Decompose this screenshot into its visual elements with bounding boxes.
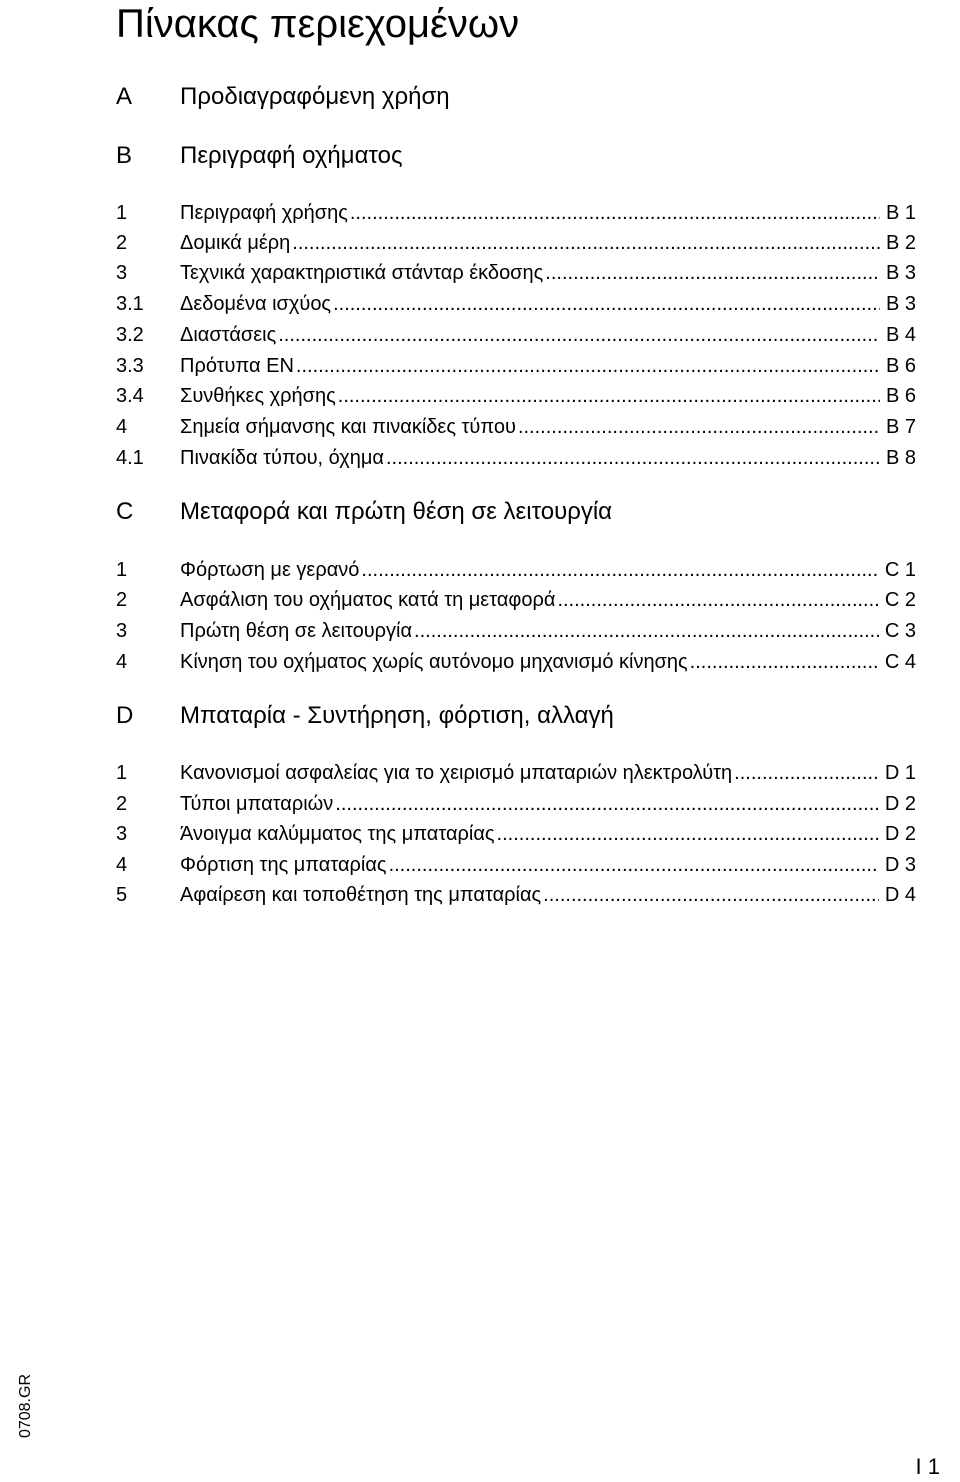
entry-number: 2 <box>116 232 128 254</box>
entry-number: 3 <box>116 823 128 845</box>
entry-number: 3 <box>116 620 128 642</box>
dot-leader <box>333 291 880 317</box>
dot-leader <box>734 760 879 786</box>
entry-page: D 3 <box>884 854 916 876</box>
entry-title: Ασφάλιση του οχήματος κατά τη μεταφορά <box>180 589 556 611</box>
toc-entry[interactable] <box>116 649 916 675</box>
page-title: Πίνακας περιεχομένων <box>116 2 520 46</box>
section-heading-c <box>116 496 916 528</box>
page-number: I 1 <box>915 1454 940 1479</box>
entry-title: Τύποι μπαταριών <box>180 793 334 815</box>
entry-number: 3 <box>116 262 128 284</box>
entry-page: B 8 <box>885 447 916 469</box>
entry-title: Συνθήκες χρήσης <box>180 385 336 407</box>
entry-number: 1 <box>116 559 128 581</box>
dot-leader <box>386 445 880 471</box>
toc-entry[interactable] <box>116 200 916 226</box>
section-title: Μπαταρία - Συντήρηση, φόρτιση, αλλαγή <box>180 702 614 729</box>
entry-page: D 1 <box>884 762 916 784</box>
dot-leader <box>361 557 878 583</box>
entry-page: B 6 <box>885 385 916 407</box>
entry-page: B 3 <box>885 262 916 284</box>
toc-entry[interactable] <box>116 353 916 379</box>
entry-page: D 2 <box>884 793 916 815</box>
entry-page: B 3 <box>885 293 916 315</box>
entry-number: 4 <box>116 416 128 438</box>
section-title: Μεταφορά και πρώτη θέση σε λειτουργία <box>180 498 613 525</box>
entry-title: Φόρτιση της μπαταρίας <box>180 854 387 876</box>
entry-number: 4.1 <box>116 447 144 469</box>
dot-leader <box>296 353 880 379</box>
toc-entry[interactable] <box>116 445 916 471</box>
section-letter: B <box>116 142 133 169</box>
section-letter: D <box>116 702 134 729</box>
dot-leader <box>350 200 880 226</box>
toc-entry[interactable] <box>116 260 916 286</box>
toc-entry[interactable] <box>116 791 916 817</box>
dot-leader <box>557 587 878 613</box>
entry-page: B 4 <box>885 324 916 346</box>
toc-entry[interactable] <box>116 821 916 847</box>
entry-page: C 1 <box>884 559 916 581</box>
entry-number: 3.4 <box>116 385 144 407</box>
toc-entry[interactable] <box>116 618 916 644</box>
entry-title: Πρότυπα EN <box>180 355 294 377</box>
entry-number: 3.3 <box>116 355 144 377</box>
entry-title: Δομικά μέρη <box>180 232 291 254</box>
entry-title: Τεχνικά χαρακτηριστικά στάνταρ έκδοσης <box>180 262 544 284</box>
section-letter: C <box>116 498 134 525</box>
dot-leader <box>292 230 880 256</box>
dot-leader <box>545 260 880 286</box>
toc-entry[interactable] <box>116 587 916 613</box>
entry-page: C 3 <box>884 620 916 642</box>
dot-leader <box>414 618 879 644</box>
entry-page: D 2 <box>884 823 916 845</box>
section-heading-a <box>116 81 916 113</box>
dot-leader <box>278 322 880 348</box>
toc-entry[interactable] <box>116 322 916 348</box>
dot-leader <box>497 821 879 847</box>
entry-page: B 1 <box>885 202 916 224</box>
entry-page: C 2 <box>884 589 916 611</box>
document-code: 0708.GR <box>17 1373 34 1439</box>
entry-title: Αφαίρεση και τοποθέτηση της μπαταρίας <box>180 884 542 906</box>
entry-number: 4 <box>116 651 128 673</box>
dot-leader <box>543 882 879 908</box>
toc-entry[interactable] <box>116 557 916 583</box>
entry-number: 3.1 <box>116 293 144 315</box>
toc-entry[interactable] <box>116 414 916 440</box>
section-title: Προδιαγραφόμενη χρήση <box>180 83 450 110</box>
toc-entry[interactable] <box>116 852 916 878</box>
section-heading-d <box>116 700 916 732</box>
entry-title: Πινακίδα τύπου, όχημα <box>180 447 384 469</box>
entry-number: 1 <box>116 202 128 224</box>
entry-title: Περιγραφή χρήσης <box>180 202 348 224</box>
entry-page: B 2 <box>885 232 916 254</box>
dot-leader <box>338 383 880 409</box>
entry-title: Διαστάσεις <box>180 324 277 346</box>
section-title: Περιγραφή οχήματος <box>180 142 403 169</box>
entry-title: Δεδομένα ισχύος <box>180 293 332 315</box>
toc-entry[interactable] <box>116 760 916 786</box>
entry-page: D 4 <box>884 884 916 906</box>
entry-number: 1 <box>116 762 128 784</box>
dot-leader <box>690 649 879 675</box>
entry-number: 2 <box>116 589 128 611</box>
entry-title: Πρώτη θέση σε λειτουργία <box>180 620 413 642</box>
entry-title: Φόρτωση με γερανό <box>180 559 360 581</box>
entry-page: B 7 <box>885 416 916 438</box>
entry-page: B 6 <box>885 355 916 377</box>
entry-title: Σημεία σήμανσης και πινακίδες τύπου <box>180 416 516 438</box>
section-letter: A <box>116 83 133 110</box>
entry-number: 2 <box>116 793 128 815</box>
entry-title: Κανονισμοί ασφαλείας για το χειρισμό μπαταριών ηλεκτρολύτη <box>180 762 733 784</box>
dot-leader <box>335 791 879 817</box>
entry-number: 3.2 <box>116 324 144 346</box>
entry-title: Κίνηση του οχήματος χωρίς αυτόνομο μηχανισμό κίνησης <box>180 651 688 673</box>
dot-leader <box>518 414 880 440</box>
entry-number: 5 <box>116 884 128 906</box>
toc-entry[interactable] <box>116 882 916 908</box>
section-heading-b <box>116 140 916 172</box>
entry-number: 4 <box>116 854 128 876</box>
toc-entry[interactable] <box>116 230 916 256</box>
dot-leader <box>389 852 879 878</box>
entry-title: Άνοιγμα καλύμματος της μπαταρίας <box>180 823 495 845</box>
entry-page: C 4 <box>884 651 916 673</box>
toc-entry[interactable] <box>116 383 916 409</box>
toc-entry[interactable] <box>116 291 916 317</box>
